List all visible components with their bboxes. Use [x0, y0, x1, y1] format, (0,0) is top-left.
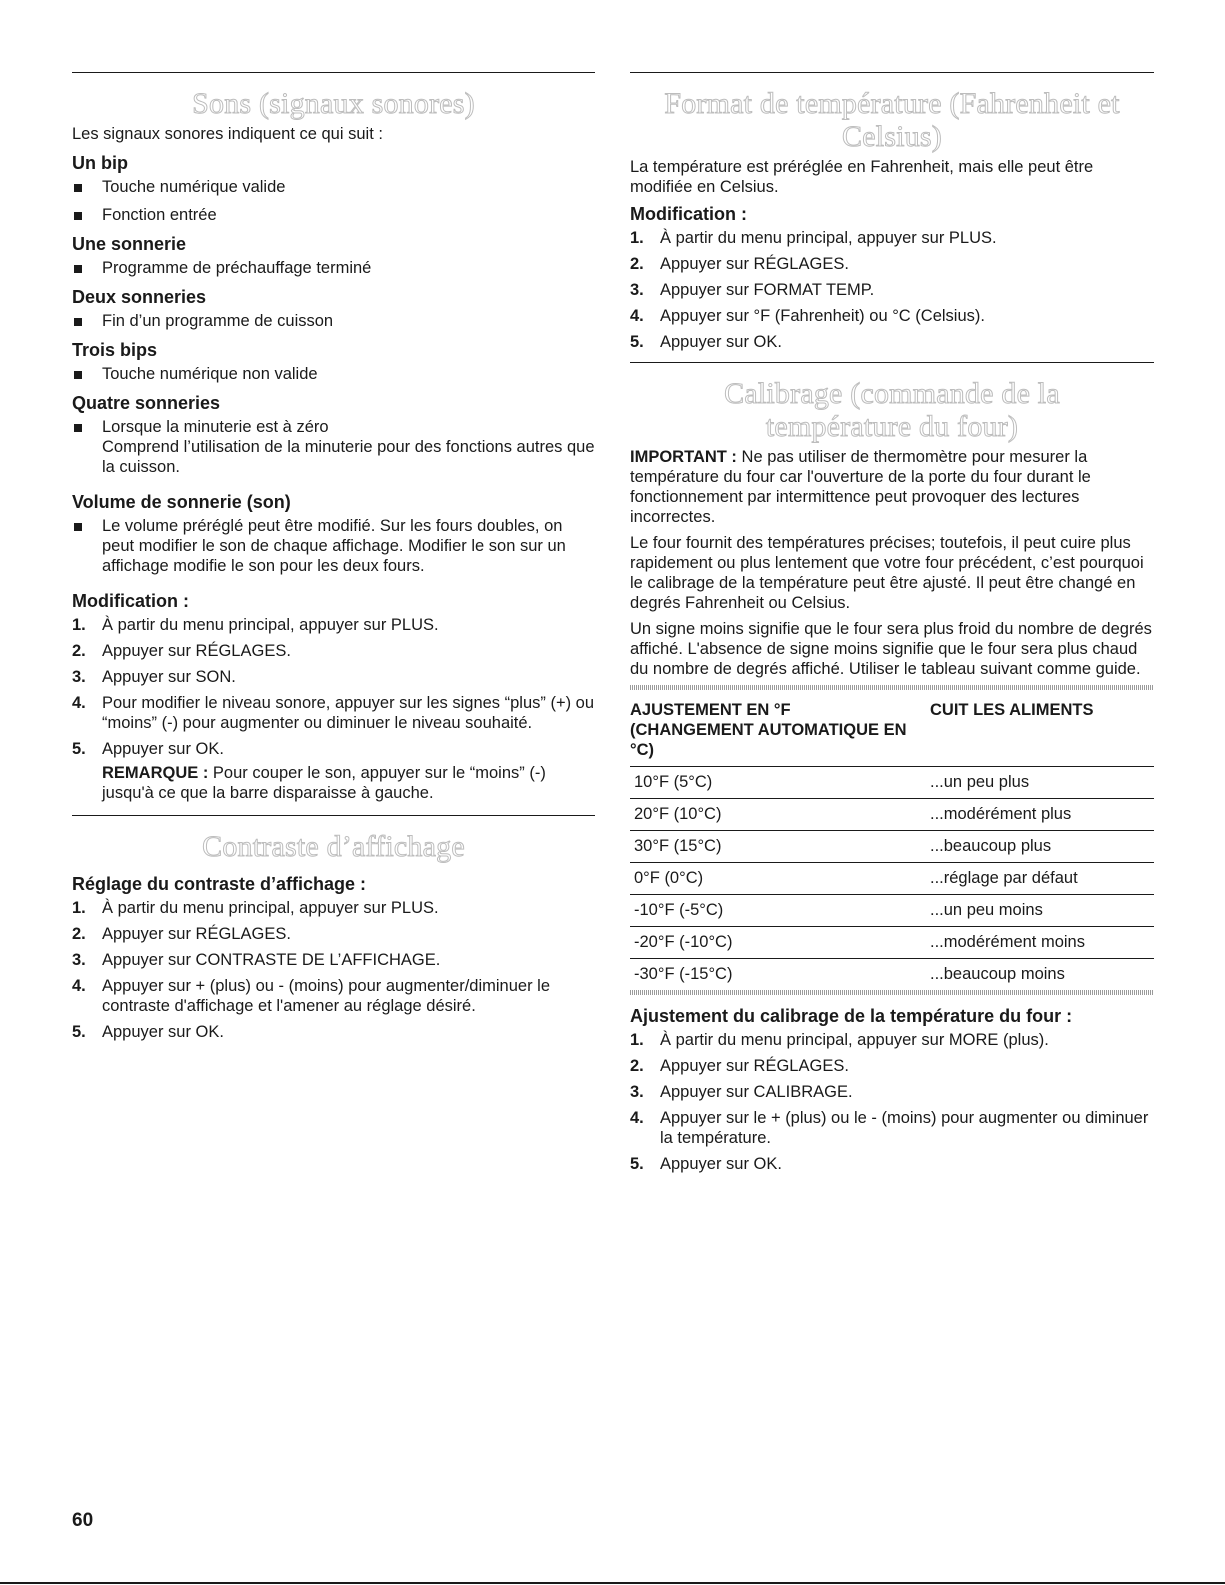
step-number: 4. — [72, 694, 86, 712]
step-text: À partir du menu principal, appuyer sur PLUS. — [102, 899, 439, 917]
sons-groups — [72, 152, 595, 576]
signal-list-item: Touche numérique valide — [72, 177, 595, 197]
signal-group-heading: Volume de sonnerie (son) — [72, 492, 291, 512]
table-header-adjust: AJUSTEMENT EN °F (CHANGEMENT AUTOMATIQUE EN °C) — [630, 701, 907, 759]
signal-list-item: Le volume préréglé peut être modifié. Sur les fours doubles, on peut modifier le son de chaque affichage. Modifier le son sur un affichage modifie le son pour les deux fours. — [72, 516, 595, 576]
step-text: Appuyer sur le + (plus) ou le - (moins) pour augmenter ou diminuer la température. — [660, 1109, 1149, 1147]
step-number: 1. — [72, 899, 86, 917]
step-item — [72, 739, 595, 759]
table-bottom-hatch — [630, 990, 1154, 995]
sons-intro: Les signaux sonores indiquent ce qui suit : — [72, 125, 383, 143]
signal-group-heading: Deux sonneries — [72, 287, 207, 307]
table-cell-result: ...beaucoup moins — [930, 959, 1154, 991]
step-number: 5. — [630, 1155, 644, 1173]
calibrage-para2: Un signe moins signifie que le four sera plus froid du nombre de degrés affiché. L'absence de signe moins signifie que le four sera plus chaud du nombre de degrés affiché. Utiliser le tableau suivant comme guide. — [630, 620, 1152, 678]
important-label: IMPORTANT : — [630, 448, 737, 466]
step-item — [630, 306, 1154, 326]
step-item — [630, 1082, 1154, 1102]
right-column — [630, 72, 1154, 1180]
step-text: Appuyer sur OK. — [660, 333, 782, 351]
step-number: 5. — [72, 1023, 86, 1041]
step-number: 5. — [630, 333, 644, 351]
step-text: À partir du menu principal, appuyer sur MORE (plus). — [660, 1031, 1049, 1049]
step-item — [72, 641, 595, 661]
step-item — [72, 924, 595, 944]
step-number: 2. — [630, 255, 644, 273]
step-item — [630, 1154, 1154, 1174]
step-text: Appuyer sur RÉGLAGES. — [102, 642, 291, 660]
step-text: Appuyer sur + (plus) ou - (moins) pour augmenter/diminuer le contraste d'affichage et l'amener au réglage désiré. — [102, 977, 550, 1015]
table-row — [630, 927, 1154, 959]
format-modification-heading: Modification : — [630, 204, 747, 224]
step-item — [630, 228, 1154, 248]
signal-list-item: Programme de préchauffage terminé — [72, 258, 595, 278]
table-cell-adjust: 20°F (10°C) — [630, 799, 930, 831]
table-row — [630, 767, 1154, 799]
table-cell-adjust: 30°F (15°C) — [630, 831, 930, 863]
format-intro: La température est préréglée en Fahrenheit, mais elle peut être modifiée en Celsius. — [630, 158, 1094, 196]
signal-group-heading: Quatre sonneries — [72, 393, 221, 413]
table-header-result: CUIT LES ALIMENTS — [930, 701, 1094, 719]
sons-note — [72, 763, 595, 803]
step-text: Appuyer sur °F (Fahrenheit) ou °C (Celsius). — [660, 307, 985, 325]
step-number: 4. — [630, 307, 644, 325]
signal-list — [72, 311, 595, 331]
calibration-table — [630, 696, 1154, 990]
left-column — [72, 72, 595, 1048]
step-text: À partir du menu principal, appuyer sur PLUS. — [102, 616, 439, 634]
step-text: Appuyer sur RÉGLAGES. — [660, 1057, 849, 1075]
step-item — [72, 898, 595, 918]
important-text: Ne pas utiliser de thermomètre pour mesurer la température du four car l'ouverture de la porte du four durant le fonctionnement par intermittence peut provoquer des lectures incorrectes. — [630, 448, 1091, 526]
step-number: 4. — [72, 977, 86, 995]
sons-modification-heading: Modification : — [72, 591, 189, 611]
signal-list-item: Touche numérique non valide — [72, 364, 595, 384]
table-row — [630, 959, 1154, 991]
section-rule — [630, 362, 1154, 363]
contraste-heading: Réglage du contraste d’affichage : — [72, 874, 367, 894]
step-item — [72, 950, 595, 970]
table-cell-result: ...modérément moins — [930, 927, 1154, 959]
signal-group-heading: Trois bips — [72, 340, 158, 360]
signal-list-item: Lorsque la minuterie est à zéro Comprend l’utilisation de la minuterie pour des fonctions autres que la cuisson. — [72, 417, 595, 477]
signal-group-heading: Une sonnerie — [72, 234, 187, 254]
table-cell-result: ...beaucoup plus — [930, 831, 1154, 863]
step-item — [72, 615, 595, 635]
table-row — [630, 895, 1154, 927]
table-cell-adjust: -10°F (-5°C) — [630, 895, 930, 927]
step-number: 1. — [630, 1031, 644, 1049]
step-number: 1. — [630, 229, 644, 247]
table-body — [630, 767, 1154, 991]
page-bottom-rule — [0, 1582, 1225, 1584]
section-title-sons: Sons (signaux sonores) — [192, 87, 475, 120]
step-number: 5. — [72, 740, 86, 758]
table-cell-adjust: 10°F (5°C) — [630, 767, 930, 799]
step-number: 3. — [72, 951, 86, 969]
step-text: Appuyer sur OK. — [102, 1023, 224, 1041]
table-cell-adjust: -30°F (-15°C) — [630, 959, 930, 991]
signal-list-item: Fonction entrée — [72, 205, 595, 225]
signal-list-item: Fin d’un programme de cuisson — [72, 311, 595, 331]
step-item — [630, 1030, 1154, 1050]
step-text: Appuyer sur RÉGLAGES. — [102, 925, 291, 943]
step-text: À partir du menu principal, appuyer sur PLUS. — [660, 229, 997, 247]
step-text: Appuyer sur RÉGLAGES. — [660, 255, 849, 273]
step-text: Appuyer sur OK. — [102, 740, 224, 758]
calibrage-important — [630, 447, 1154, 527]
step-number: 3. — [630, 1083, 644, 1101]
step-item — [72, 667, 595, 687]
step-number: 3. — [630, 281, 644, 299]
step-number: 3. — [72, 668, 86, 686]
step-text: Appuyer sur CONTRASTE DE L’AFFICHAGE. — [102, 951, 441, 969]
signal-list — [72, 516, 595, 576]
table-row — [630, 863, 1154, 895]
step-item — [72, 1022, 595, 1042]
note-label: REMARQUE : — [102, 764, 209, 782]
step-item — [630, 332, 1154, 352]
step-text: Appuyer sur SON. — [102, 668, 236, 686]
step-number: 1. — [72, 616, 86, 634]
table-cell-result: ...réglage par défaut — [930, 863, 1154, 895]
step-text: Appuyer sur FORMAT TEMP. — [660, 281, 875, 299]
step-number: 2. — [630, 1057, 644, 1075]
table-top-hatch — [630, 685, 1154, 690]
step-text: Appuyer sur OK. — [660, 1155, 782, 1173]
signal-list — [72, 417, 595, 477]
table-header-row — [630, 696, 1154, 767]
calibrage-adjust-heading: Ajustement du calibrage de la température du four : — [630, 1006, 1073, 1026]
table-row — [630, 799, 1154, 831]
step-number: 2. — [72, 925, 86, 943]
sons-steps — [72, 615, 595, 759]
format-steps — [630, 228, 1154, 352]
step-item — [72, 976, 595, 1016]
step-number: 4. — [630, 1109, 644, 1127]
table-cell-adjust: 0°F (0°C) — [630, 863, 930, 895]
section-title-contraste: Contraste d’affichage — [202, 830, 465, 863]
page-number: 60 — [72, 1510, 94, 1531]
calibrage-steps — [630, 1030, 1154, 1174]
table-row — [630, 831, 1154, 863]
section-title-calibrage: Calibrage (commande de la température du four) — [724, 377, 1060, 443]
signal-list — [72, 258, 595, 278]
note-text: Pour couper le son, appuyer sur le “moins” (-) jusqu'à ce que la barre disparaisse à gauche. — [102, 764, 546, 802]
step-item — [72, 693, 595, 733]
step-text: Pour modifier le niveau sonore, appuyer sur les signes “plus” (+) ou “moins” (-) pour augmenter ou diminuer le niveau souhaité. — [102, 694, 595, 732]
signal-list — [72, 364, 595, 384]
table-cell-adjust: -20°F (-10°C) — [630, 927, 930, 959]
signal-group-heading: Un bip — [72, 153, 128, 173]
step-item — [630, 1108, 1154, 1148]
step-number: 2. — [72, 642, 86, 660]
calibrage-para1: Le four fournit des températures précises; toutefois, il peut cuire plus rapidement ou plus lentement que votre four précédent, c’est pourquoi le calibrage de la température peut être ajusté. Il peut être changé en degrés Fahrenheit ou Celsius. — [630, 534, 1144, 612]
section-rule — [630, 72, 1154, 73]
signal-list — [72, 177, 595, 225]
step-item — [630, 254, 1154, 274]
table-cell-result: ...un peu plus — [930, 767, 1154, 799]
contraste-steps — [72, 898, 595, 1042]
table-cell-result: ...un peu moins — [930, 895, 1154, 927]
step-item — [630, 1056, 1154, 1076]
section-title-format: Format de température (Fahrenheit et Celsius) — [664, 87, 1120, 153]
table-cell-result: ...modérément plus — [930, 799, 1154, 831]
step-text: Appuyer sur CALIBRAGE. — [660, 1083, 853, 1101]
section-rule — [72, 815, 595, 816]
section-rule — [72, 72, 595, 73]
step-item — [630, 280, 1154, 300]
